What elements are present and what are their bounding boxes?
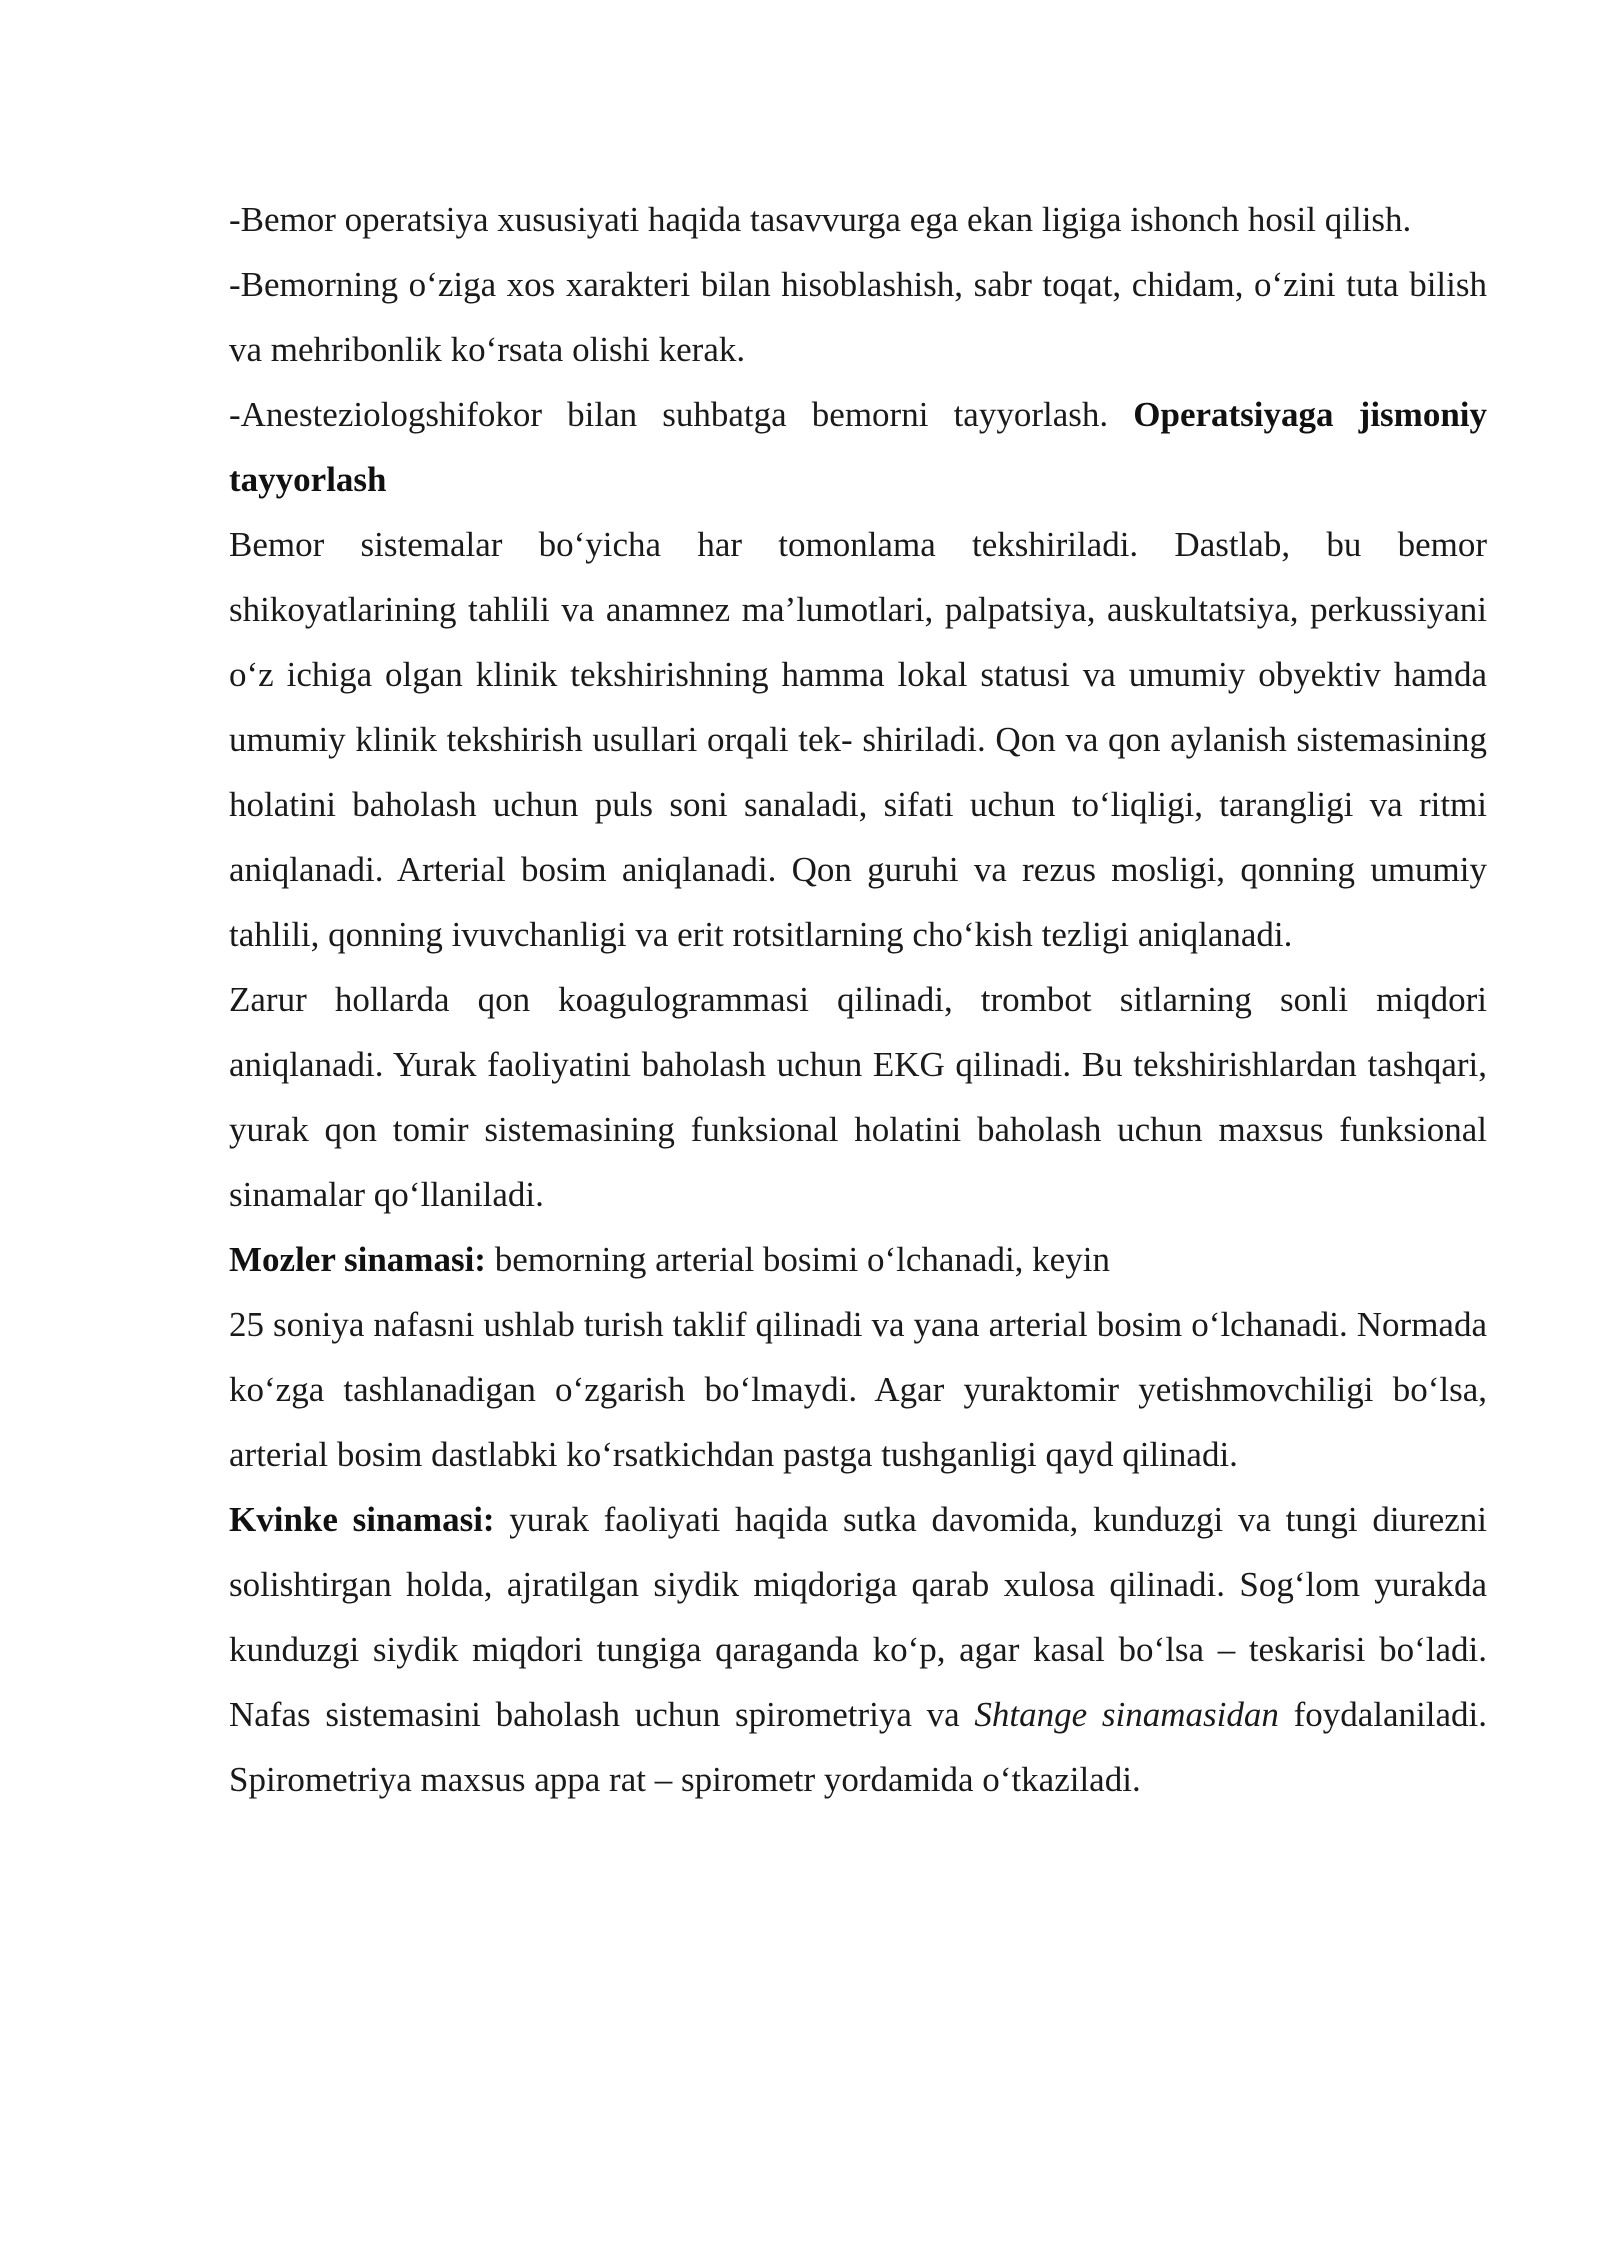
document-body <box>229 187 1487 1812</box>
paragraph-text: yurak faoliyati haqida sutka davomida, kunduzgi va tungi diurezni solishtirgan holda, ajratilgan siydik miqdoriga qarab xulosa qilinadi. Sog‘lom yurakda kunduzgi siydik miqdori tungiga qaraganda ko‘p, agar kasal bo‘lsa – teskarisi bo‘ladi. Nafas sistemasini baholash uchun spirometriya va <box>229 1500 1487 1734</box>
paragraph-coagulogram: Zarur hollarda qon koagulogrammasi qilinadi, trombot sitlarning sonli miqdori aniqlanadi. Yurak faoliyatini baholash uchun EKG qilinadi. Bu tekshirishlardan tashqari, yurak qon tomir sistemasining funksional holatini baholash uchun maxsus funksional sinamalar qo‘llaniladi. <box>229 980 1487 1214</box>
term-mozler-test: Mozler sinamasi: <box>229 1240 486 1279</box>
paragraph-breath-hold: 25 soniya nafasni ushlab turish taklif qilinadi va yana arterial bosim o‘lchanadi. Normada ko‘zga tashlanadigan o‘zgarish bo‘lmaydi. Agar yuraktomir yetishmovchiligi bo‘lsa, arterial bosim dastlabki ko‘rsatkichdan pastga tushganligi qayd qilinadi. <box>229 1305 1487 1474</box>
paragraph-patient-character: -Bemorning o‘ziga xos xarakteri bilan hisoblashish, sabr toqat, chidam, o‘zini tuta bilish va mehribonlik ko‘rsata olishi kerak. <box>229 265 1487 369</box>
paragraph-mozler-test <box>229 1227 1487 1292</box>
term-kvinke-test: Kvinke sinamasi: <box>229 1500 495 1539</box>
section-heading-physical-preparation: Operatsiyaga jismoniy tayyorlash <box>229 395 1488 499</box>
paragraph-text: bemorning arterial bosimi o‘lchanadi, keyin <box>485 1240 1110 1279</box>
paragraph-anesthesiologist <box>229 382 1487 512</box>
paragraph-operation-awareness: -Bemor operatsiya xususiyati haqida tasavvurga ega ekan ligiga ishonch hosil qilish. <box>229 200 1412 239</box>
paragraph-text: foydalaniladi. Spirometriya maxsus appa rat – spirometr yordamida o‘tkaziladi. <box>229 1695 1487 1799</box>
paragraph-text: -Anesteziologshifokor bilan suhbatga bemorni tayyorlash. <box>229 395 1134 434</box>
paragraph-systems-examination: Bemor sistemalar bo‘yicha har tomonlama tekshiriladi. Dastlab, bu bemor shikoyatlarining tahlili va anamnez ma’lumotlari, palpatsiya, auskultatsiya, perkussiyani o‘z ichiga olgan klinik tekshirishning hamma lokal statusi va umumiy obyektiv hamda umumiy klinik tekshirish usullari orqali tek- shiriladi. Qon va qon aylanish sistemasining holatini baholash uchun puls soni sanaladi, sifati uchun to‘liqligi, tarangligi va ritmi aniqlanadi. Arterial bosim aniqlanadi. Qon guruhi va rezus mosligi, qonning umumiy tahlili, qonning ivuvchanligi va erit rotsitlarning cho‘kish tezligi aniqlanadi. <box>229 525 1487 954</box>
paragraph-kvinke-test <box>229 1487 1487 1812</box>
term-shtange-test: Shtange sinamasidan <box>974 1695 1279 1734</box>
